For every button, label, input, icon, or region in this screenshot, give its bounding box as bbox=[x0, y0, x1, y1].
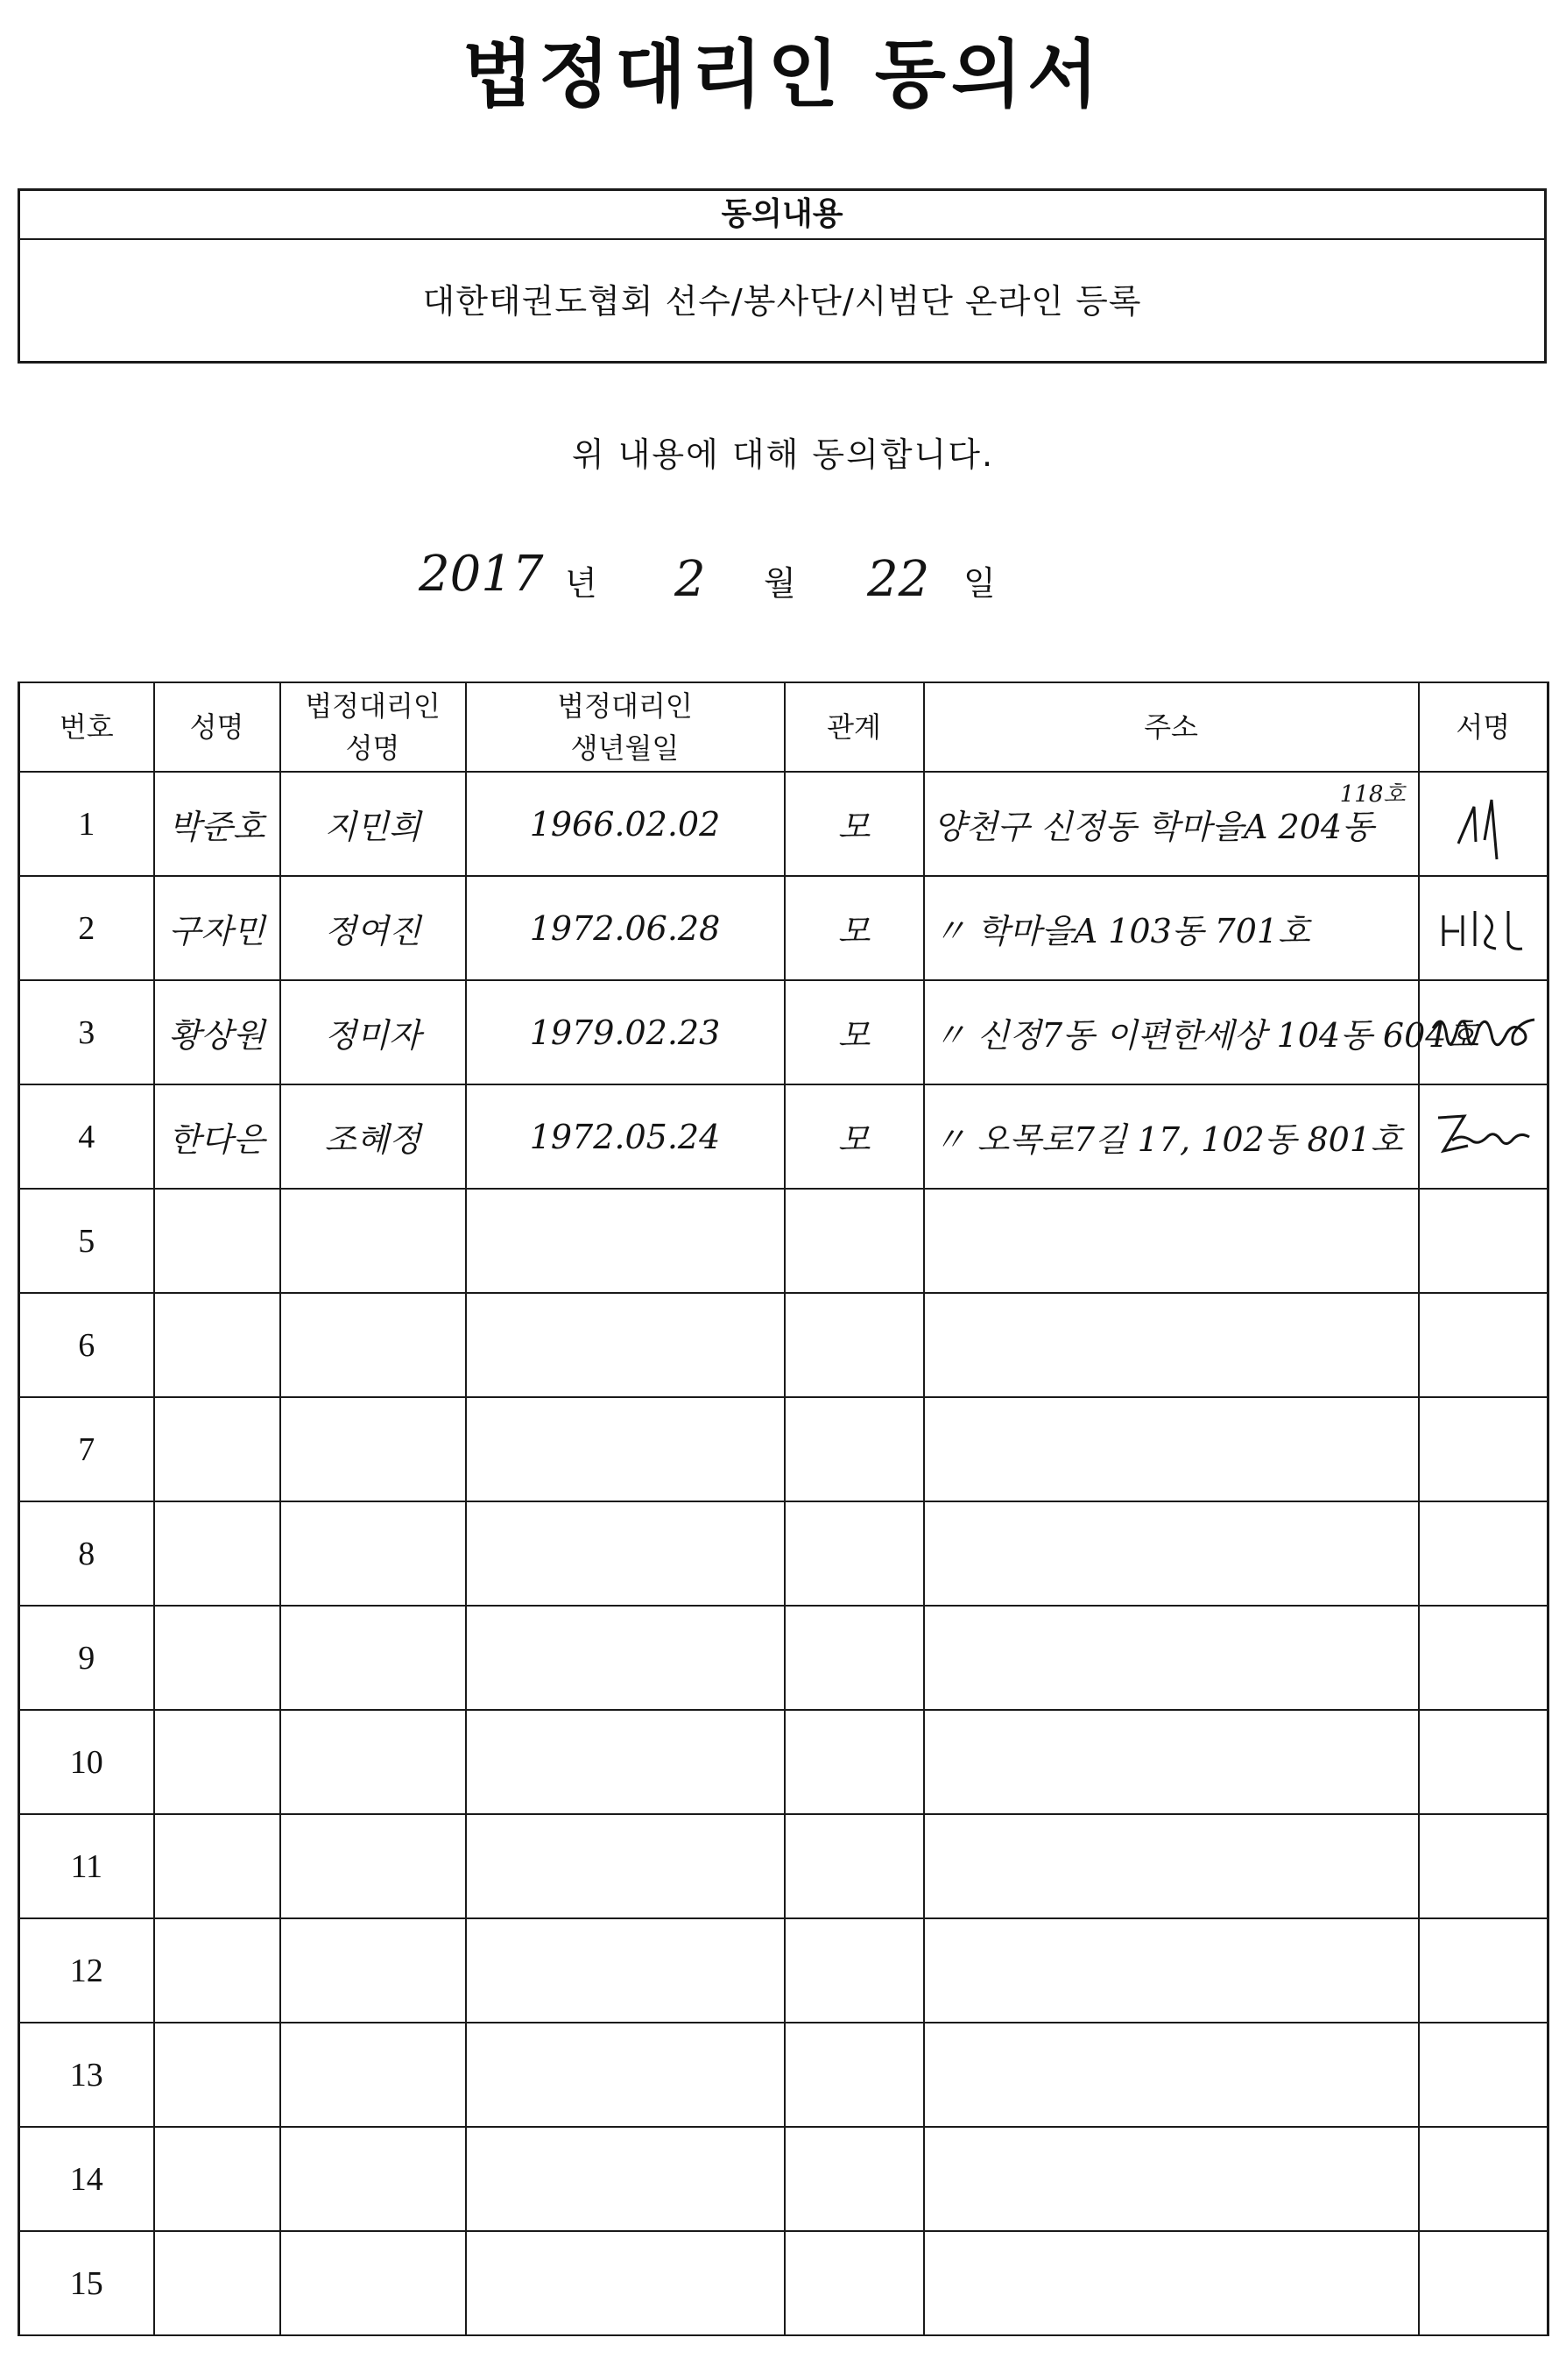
date-day-unit: 일 bbox=[963, 564, 996, 603]
row-address bbox=[924, 1814, 1419, 1918]
row-relation: 모 bbox=[785, 980, 924, 1084]
row-address: 〃 신정7동 이편한세상 104동 604호 bbox=[924, 980, 1419, 1084]
guardian-roster-table bbox=[18, 682, 1549, 2336]
row-guardian-name bbox=[280, 1710, 466, 1814]
row-relation: 모 bbox=[785, 1084, 924, 1189]
row-name bbox=[154, 1814, 280, 1918]
row-name bbox=[154, 1397, 280, 1501]
table-row bbox=[19, 1710, 1548, 1814]
row-guardian-birth bbox=[466, 1397, 785, 1501]
row-address bbox=[924, 1710, 1419, 1814]
header-guardian-birth-line1: 법정대리인 bbox=[557, 689, 693, 723]
header-relation: 관계 bbox=[785, 682, 924, 772]
row-relation bbox=[785, 1814, 924, 1918]
row-signature bbox=[1419, 1918, 1548, 2023]
table-row bbox=[19, 2127, 1548, 2231]
row-address bbox=[924, 1501, 1419, 1606]
row-name bbox=[154, 2127, 280, 2231]
row-signature bbox=[1419, 1606, 1548, 1710]
table-row bbox=[19, 1918, 1548, 2023]
row-name: 구자민 bbox=[154, 876, 280, 980]
row-address: 〃 학마을A 103동 701호 bbox=[924, 876, 1419, 980]
table-row bbox=[19, 1084, 1548, 1189]
row-guardian-birth bbox=[466, 1710, 785, 1814]
row-signature bbox=[1419, 2231, 1548, 2335]
row-signature bbox=[1419, 2023, 1548, 2127]
row-signature bbox=[1419, 876, 1548, 980]
row-guardian-birth bbox=[466, 1814, 785, 1918]
row-signature bbox=[1419, 1397, 1548, 1501]
header-guardian-name-line2: 성명 bbox=[345, 731, 400, 765]
row-relation bbox=[785, 2023, 924, 2127]
date-day: 22 bbox=[867, 551, 930, 608]
header-address: 주소 bbox=[924, 682, 1419, 772]
row-relation: 모 bbox=[785, 876, 924, 980]
row-name: 박준호 bbox=[154, 772, 280, 876]
row-signature bbox=[1419, 1710, 1548, 1814]
row-guardian-birth bbox=[466, 1918, 785, 2023]
row-address bbox=[924, 1397, 1419, 1501]
row-number: 3 bbox=[19, 980, 154, 1084]
row-number: 5 bbox=[19, 1189, 154, 1293]
table-row bbox=[19, 876, 1548, 980]
row-signature bbox=[1419, 1084, 1548, 1189]
table-row bbox=[19, 1293, 1548, 1397]
row-guardian-name bbox=[280, 1918, 466, 2023]
row-address bbox=[924, 1918, 1419, 2023]
row-address bbox=[924, 772, 1419, 876]
row-address bbox=[924, 1606, 1419, 1710]
row-guardian-birth: 1966.02.02 bbox=[466, 772, 785, 876]
row-guardian-name bbox=[280, 1501, 466, 1606]
header-signature: 서명 bbox=[1419, 682, 1548, 772]
header-number: 번호 bbox=[19, 682, 154, 772]
row-signature bbox=[1419, 1501, 1548, 1606]
row-guardian-name: 조혜정 bbox=[280, 1084, 466, 1189]
date-month: 2 bbox=[674, 551, 706, 608]
row-guardian-name: 지민희 bbox=[280, 772, 466, 876]
row-number: 2 bbox=[19, 876, 154, 980]
row-guardian-name bbox=[280, 2231, 466, 2335]
row-name bbox=[154, 1918, 280, 2023]
row-guardian-birth bbox=[466, 1189, 785, 1293]
row-number: 9 bbox=[19, 1606, 154, 1710]
table-row bbox=[19, 772, 1548, 876]
table-header-row bbox=[19, 682, 1548, 772]
row-number: 6 bbox=[19, 1293, 154, 1397]
signature-mark-1 bbox=[1439, 780, 1527, 868]
row-guardian-name bbox=[280, 1293, 466, 1397]
row-number: 7 bbox=[19, 1397, 154, 1501]
page-title: 법정대리인 동의서 bbox=[462, 32, 1104, 117]
row-signature bbox=[1419, 1814, 1548, 1918]
row-name bbox=[154, 1293, 280, 1397]
row-address bbox=[924, 1293, 1419, 1397]
row-guardian-birth bbox=[466, 1293, 785, 1397]
row-number: 13 bbox=[19, 2023, 154, 2127]
row-relation bbox=[785, 1501, 924, 1606]
row-address: 〃 오목로7길 17, 102동 801호 bbox=[924, 1084, 1419, 1189]
row-relation bbox=[785, 1293, 924, 1397]
row-number: 15 bbox=[19, 2231, 154, 2335]
consent-header: 동의내용 bbox=[20, 191, 1544, 240]
header-name: 성명 bbox=[154, 682, 280, 772]
table-row bbox=[19, 1189, 1548, 1293]
row-guardian-name bbox=[280, 2023, 466, 2127]
date-month-unit: 월 bbox=[764, 564, 796, 603]
row-relation bbox=[785, 2231, 924, 2335]
agreement-statement: 위 내용에 대해 동의합니다. bbox=[571, 435, 995, 474]
row-relation bbox=[785, 1918, 924, 2023]
row-guardian-name bbox=[280, 2127, 466, 2231]
table-row bbox=[19, 2231, 1548, 2335]
signature-mark-2 bbox=[1435, 898, 1531, 959]
table-row bbox=[19, 1606, 1548, 1710]
row-address bbox=[924, 2023, 1419, 2127]
row-address bbox=[924, 1189, 1419, 1293]
row-guardian-birth bbox=[466, 2127, 785, 2231]
table-row bbox=[19, 1501, 1548, 1606]
table-row bbox=[19, 1397, 1548, 1501]
row-address bbox=[924, 2231, 1419, 2335]
row-guardian-name bbox=[280, 1606, 466, 1710]
row-guardian-birth: 1972.05.24 bbox=[466, 1084, 785, 1189]
row-name: 한다은 bbox=[154, 1084, 280, 1189]
row-number: 11 bbox=[19, 1814, 154, 1918]
row-guardian-birth: 1979.02.23 bbox=[466, 980, 785, 1084]
row-relation bbox=[785, 1606, 924, 1710]
row-name bbox=[154, 1189, 280, 1293]
row-relation bbox=[785, 1189, 924, 1293]
date-year: 2017 bbox=[419, 546, 544, 603]
signature-mark-4 bbox=[1426, 1102, 1540, 1172]
row-signature bbox=[1419, 2127, 1548, 2231]
consent-content-box bbox=[18, 188, 1547, 364]
row-guardian-birth bbox=[466, 1501, 785, 1606]
row-number: 4 bbox=[19, 1084, 154, 1189]
row-address bbox=[924, 2127, 1419, 2231]
table-row bbox=[19, 980, 1548, 1084]
header-guardian-birth bbox=[466, 682, 785, 772]
date-year-unit: 년 bbox=[565, 564, 597, 603]
row-relation bbox=[785, 1710, 924, 1814]
row-guardian-birth bbox=[466, 2231, 785, 2335]
row-relation bbox=[785, 1397, 924, 1501]
row-name bbox=[154, 2231, 280, 2335]
table-row bbox=[19, 2023, 1548, 2127]
row-signature bbox=[1419, 1189, 1548, 1293]
header-guardian-name bbox=[280, 682, 466, 772]
row-signature bbox=[1419, 1293, 1548, 1397]
row-relation: 모 bbox=[785, 772, 924, 876]
row-number: 1 bbox=[19, 772, 154, 876]
row-guardian-name bbox=[280, 1814, 466, 1918]
row-name bbox=[154, 1606, 280, 1710]
row-address-note: 118호 bbox=[1339, 781, 1406, 808]
row-number: 8 bbox=[19, 1501, 154, 1606]
row-name bbox=[154, 1710, 280, 1814]
row-guardian-name: 정여진 bbox=[280, 876, 466, 980]
row-signature bbox=[1419, 772, 1548, 876]
row-number: 14 bbox=[19, 2127, 154, 2231]
row-guardian-birth bbox=[466, 1606, 785, 1710]
row-name: 황상원 bbox=[154, 980, 280, 1084]
row-guardian-birth bbox=[466, 2023, 785, 2127]
date-line bbox=[0, 539, 1566, 618]
consent-content: 대한태권도협회 선수/봉사단/시범단 온라인 등록 bbox=[422, 282, 1142, 321]
row-number: 10 bbox=[19, 1710, 154, 1814]
header-guardian-name-line1: 법정대리인 bbox=[305, 689, 441, 723]
row-address-text: 양천구 신정동 학마을A 204동 bbox=[933, 808, 1374, 846]
row-relation bbox=[785, 2127, 924, 2231]
row-name bbox=[154, 2023, 280, 2127]
row-guardian-name: 정미자 bbox=[280, 980, 466, 1084]
table-row bbox=[19, 1814, 1548, 1918]
row-number: 12 bbox=[19, 1918, 154, 2023]
row-guardian-name bbox=[280, 1189, 466, 1293]
row-guardian-birth: 1972.06.28 bbox=[466, 876, 785, 980]
header-guardian-birth-line2: 생년월일 bbox=[570, 731, 680, 765]
row-name bbox=[154, 1501, 280, 1606]
row-guardian-name bbox=[280, 1397, 466, 1501]
